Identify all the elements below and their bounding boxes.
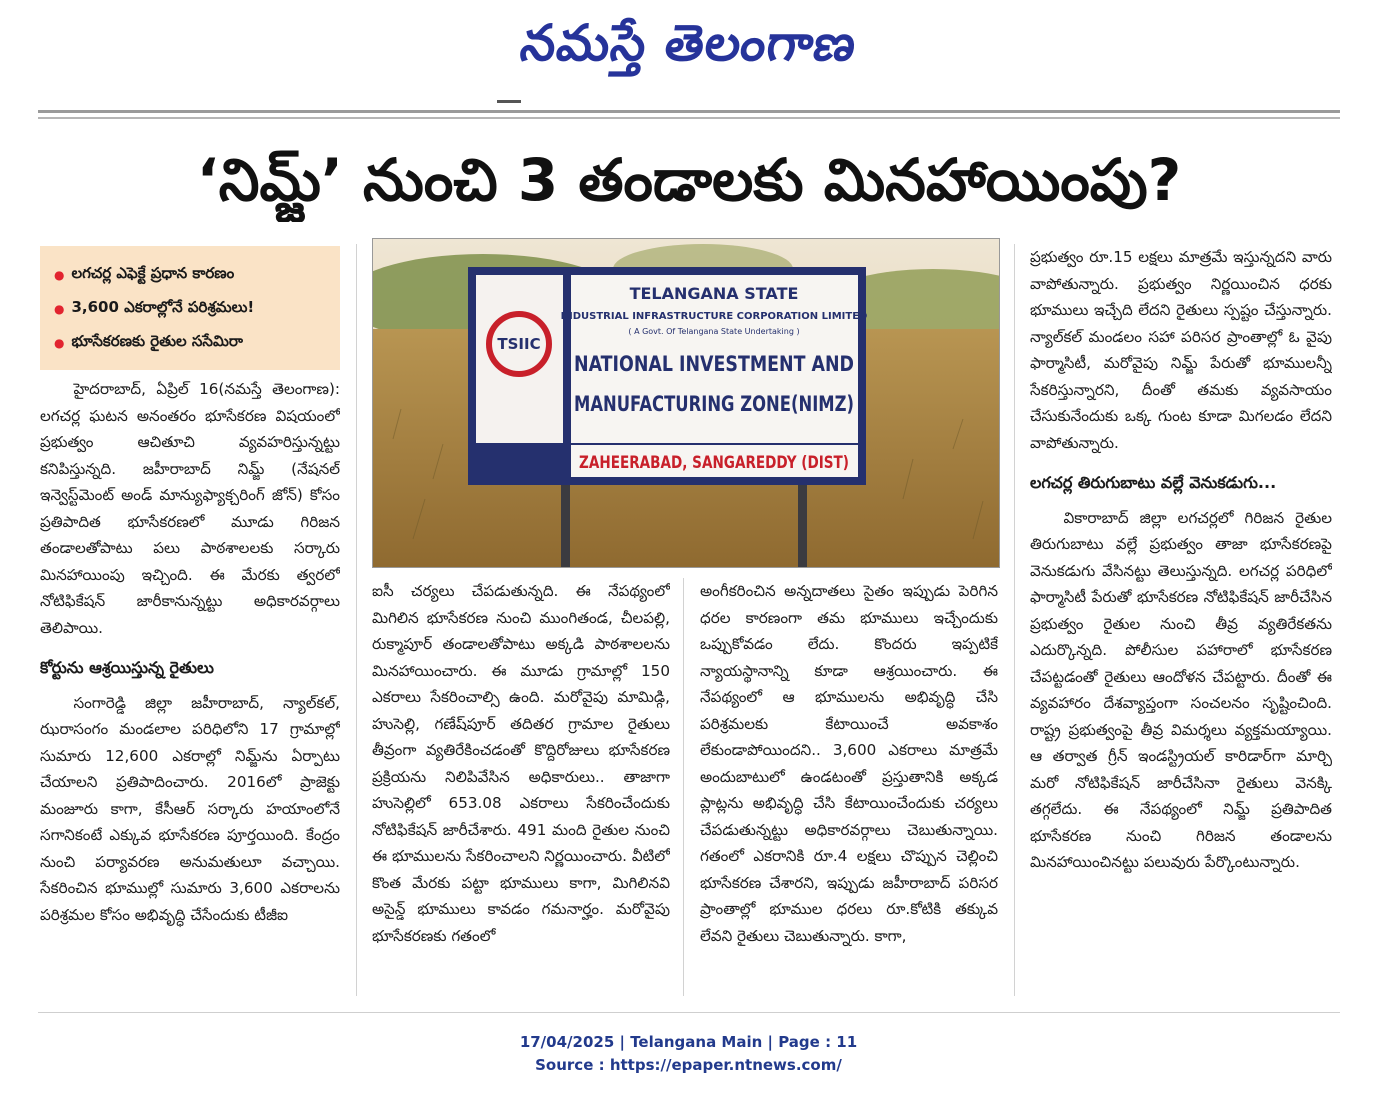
nimz-signboard-photo [372, 238, 1000, 568]
highlight-text: 3,600 ఎకరాల్లోనే పరిశ్రమలు! [71, 298, 255, 316]
highlights-box [40, 246, 340, 370]
highlight-item [54, 258, 332, 292]
highlight-item [54, 292, 332, 326]
bullet-icon: ● [54, 336, 65, 350]
subheading: కోర్టును ఆశ్రయిస్తున్న రైతులు [40, 658, 214, 677]
sign-line2: INDUSTRIAL INFRASTRUCTURE CORPORATION LIMITED [560, 311, 868, 322]
masthead-mark [497, 100, 521, 103]
photo-illustration [373, 239, 999, 567]
highlight-text: లగచర్ల ఎఫెక్టే ప్రధాన కారణం [71, 264, 235, 282]
masthead [0, 8, 1377, 78]
masthead-rule-secondary [38, 117, 1340, 119]
column-divider [1014, 244, 1015, 996]
article-paragraph: సంగారెడ్డి జిల్లా జహీరాబాద్, న్యాల్‌కల్, ఝరాసంగం మండలాల పరిధిలోని 17 గ్రామాల్లో సుమారు 12,600 ఎకరాల్లో నిమ్జ్‌ను ఏర్పాటు చేయాలని ప్రతిపాదించారు. 2016లో ప్రాజెక్టు మంజూరు కాగా, కేసీఆర్ సర్కారు హయాంలోనే సగానికంటే ఎక్కువ భూసేకరణ పూర్తయింది. కేంద్రం నుంచి పర్యావరణ అనుమతులూ వచ్చాయి. సేకరించిన భూముల్లో సుమారు 3,600 ఎకరాలను పరిశ్రమల కోసం అభివృద్ధి చేసేందుకు టీజీఐ [40, 693, 340, 924]
sign-line6: ZAHEERABAD, SANGAREDDY (DIST) [579, 453, 849, 473]
article-paragraph: అంగీకరించిన అన్నదాతలు సైతం ఇప్పుడు పెరిగిన ధరల కారణంగా తమ భూములు ఇచ్చేందుకు ఒప్పుకోవడం లేదు. కొందరు ఇప్పటికే న్యాయస్థానాన్ని కూడా ఆశ్రయించారు. ఈ నేపథ్యంలో ఆ భూములను అభివృద్ధి చేసి పరిశ్రమలకు కేటాయించే అవకాశం లేకుండాపోయిందని.. 3,600 ఎకరాలు మాత్రమే అందుబాటులో ఉండటంతో ప్రస్తుతానికి అక్కడ ప్లాట్లను అభివృద్ధి చేసి కేటాయించేందుకు చర్యలు చేపడుతున్నట్టు అధికారవర్గాలు చెబుతున్నాయి. గతంలో ఎకరానికి రూ.4 లక్షలు చొప్పున చెల్లించి భూసేకరణ చేశారని, ఇప్పుడు జహీరాబాద్ పరిసర ప్రాంతాల్లో భూముల ధరలు రూ.కోటికి తక్కువ లేవని రైతులు చెబుతున్నారు. కాగా, [700, 582, 998, 945]
sign-line4: NATIONAL INVESTMENT AND [574, 352, 854, 376]
article-column-1 [40, 376, 340, 996]
bullet-icon: ● [54, 302, 65, 316]
article-column-2 [372, 578, 670, 996]
logo-panel [476, 275, 563, 443]
logo-text: TSIIC [497, 335, 541, 353]
article-column-4 [1030, 244, 1332, 996]
footer-date-page: 17/04/2025 | Telangana Main | Page : 11 [519, 1033, 858, 1051]
article-headline: ‘నిమ్జ్’ నుంచి 3 తండాలకు మినహాయింపు? [196, 146, 1182, 214]
bullet-icon: ● [54, 268, 65, 282]
column-divider [356, 244, 357, 996]
sign-line3: ( A Govt. Of Telangana State Undertaking ) [628, 327, 800, 336]
highlight-text: భూసేకరణకు రైతుల ససేమిరా [71, 332, 243, 350]
footer-source-link[interactable]: Source : https://epaper.ntnews.com/ [535, 1056, 842, 1074]
masthead-rule [38, 110, 1340, 113]
article-paragraph: ఐసీ చర్యలు చేపడుతున్నది. ఈ నేపథ్యంలో మిగిలిన భూసేకరణ నుంచి ముంగితండ, చీలపల్లి, రుక్మాపూర్ తండాలతోపాటు అక్కడి పాఠశాలలను మినహాయించారు. ఈ మూడు గ్రామాల్లో 150 ఎకరాలు సేకరించాల్సి ఉంది. మరోవైపు మామిడ్గి, హుసెల్లి, గణేష్‌పూర్ తదితర గ్రామాల రైతులు తీవ్రంగా వ్యతిరేకించడంతో కొద్దిరోజులు భూసేకరణ ప్రక్రియను నిలిపివేసిన అధికారులు.. తాజాగా హుసెల్లిలో 653.08 ఎకరాలు సేకరించేందుకు నోటిఫికేషన్ జారీచేశారు. 491 మంది రైతుల నుంచి ఈ భూములను సేకరించాలని నిర్ణయించారు. వీటిలో కొంత మేరకు పట్టా భూములు కాగా, మిగిలినవి అసైన్డ్ భూములు కావడం గమనార్హం. మరోవైపు భూసేకరణకు గతంలో [372, 582, 670, 945]
sign-line5: MANUFACTURING ZONE(NIMZ) [574, 392, 854, 416]
article-intro: హైదరాబాద్, ఏప్రిల్ 16(నమస్తే తెలంగాణ): లగచర్ల ఘటన అనంతరం భూసేకరణ విషయంలో ప్రభుత్వం ఆచితూచి వ్యవహరిస్తున్నట్టు కనిపిస్తున్నది. జహీరాబాద్ నిమ్జ్ (నేషనల్ ఇన్వెస్ట్‌మెంట్ అండ్ మాన్యుఫ్యాక్చరింగ్ జోన్) కోసం ప్రతిపాదిత భూసేకరణలో మూడు గిరిజన తండాలతోపాటు పలు పాఠశాలలకు సర్కారు మినహాయింపు ఇచ్చింది. ఈ మేరకు త్వరలో నోటిఫికేషన్ జారీకానున్నట్టు అధికారవర్గాలు తెలిపాయి. [40, 380, 340, 637]
highlight-item [54, 326, 332, 360]
article-paragraph: వికారాబాద్ జిల్లా లగచర్లలో గిరిజన రైతుల తిరుగుబాటు వల్లే ప్రభుత్వం తాజా భూసేకరణపై వెనుకడుగు వేసినట్టు తెలుస్తున్నది. లగచర్ల పరిధిలో ఫార్మాసిటీ పేరుతో భూసేకరణ నోటిఫికేషన్ జారీచేసిన ప్రభుత్వం రైతుల నుంచి తీవ్ర వ్యతిరేకతను ఎదుర్కొన్నది. పోలీసుల పహారాలో భూసేకరణ చేపట్టడంతో రైతులు ఆందోళన చేపట్టారు. దీంతో ఈ వ్యవహారం దేశవ్యాప్తంగా సంచలనం సృష్టించింది. రాష్ట్ర ప్రభుత్వంపై తీవ్ర విమర్శలు వ్యక్తమయ్యాయి. ఆ తర్వాత గ్రీన్ ఇండస్ట్రియల్ కారిడార్‌గా మార్చి మరో నోటిఫికేషన్ జారీచేసినా రైతులు వెనక్కి తగ్గలేదు. ఈ నేపథ్యంలో నిమ్జ్ ప్రతిపాదిత భూసేకరణ నుంచి గిరిజన తండాలను మినహాయించినట్టు పలువురు పేర్కొంటున్నారు. [1030, 508, 1332, 871]
subheading: లగచర్ల తిరుగుబాటు వల్లే వెనుకడుగు... [1030, 473, 1277, 492]
sign-line1: TELANGANA STATE [629, 284, 799, 303]
column-divider [683, 578, 684, 996]
article-paragraph: ప్రభుత్వం రూ.15 లక్షలు మాత్రమే ఇస్తున్నదని వారు వాపోతున్నారు. ప్రభుత్వం నిర్ణయించిన ధరకు భూములు ఇచ్చేది లేదని రైతులు స్పష్టం చేస్తున్నారు. న్యాల్‌కల్ మండలం సహా పరిసర ప్రాంతాల్లో ఓ వైపు ఫార్మాసిటీ, మరోవైపు నిమ్జ్ పేరుతో భూములన్నీ సేకరిస్తున్నారని, దీంతో తమకు వ్యవసాయం చేసుకునేందుకు ఒక్క గుంట కూడా మిగలడం లేదని వాపోతున్నారు. [1030, 248, 1332, 452]
newspaper-logo-title: నమస్తే తెలంగాణ [516, 14, 861, 72]
bottom-rule [38, 1012, 1340, 1013]
article-column-3 [700, 578, 998, 996]
